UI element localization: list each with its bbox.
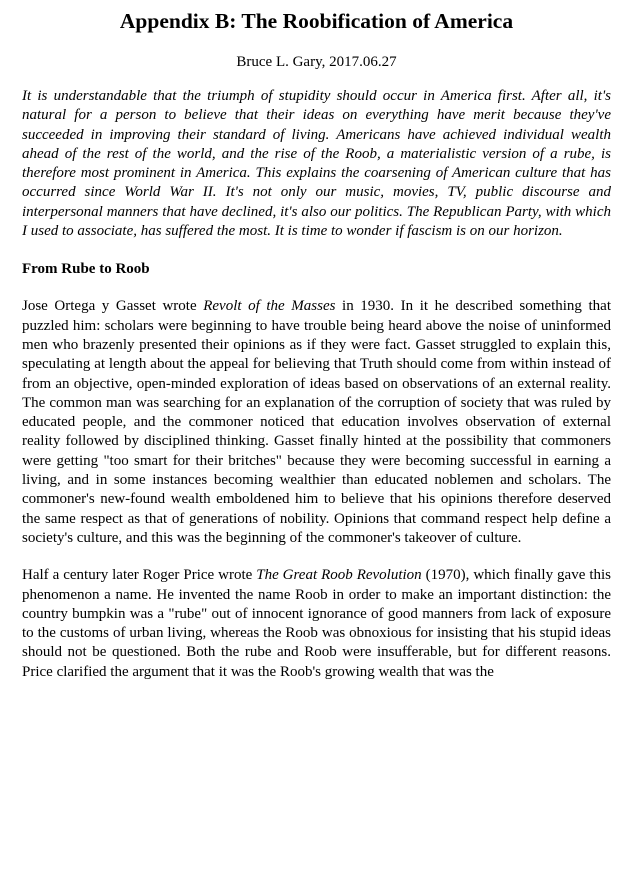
author-byline: Bruce L. Gary, 2017.06.27 xyxy=(236,54,397,70)
paragraph-2-text-rest: (1970), which finally gave this phenomenon a name. He invented the name Roob in order to make an important distinction: the country bumpkin was a "rube" out of innocent ignorance of good manners from lack of exposure to the customs of urban living, whereas the Roob was obnoxious for insisting that his stupid ideas should not be questioned. Both the rube and Roob were insufferable, but for different reasons. Price clarified the argument that it was the Roob's growing wealth that was the xyxy=(22,567,611,680)
paragraph-2-text-start: Half a century later Roger Price wrote xyxy=(22,567,257,584)
book-title-revolt-of-the-masses: Revolt of the Masses xyxy=(203,298,336,315)
abstract-paragraph: It is understandable that the triumph of stupidity should occur in America first. After all, it's natural for a person to believe that their ideas on everything have merit because they've succeeded in improving their standard of living. Americans have achieved individual wealth ahead of the rest of the world, and the rise of the Roob, a materialistic version of a rube, is therefore most prominent in America. This explains the coarsening of American culture that has occurred since World War II. It's not only our music, movies, TV, public discourse and interpersonal manners that have declined, it's also our politics. The Republican Party, with which I used to associate, has suffered the most. It is time to wonder if fascism is on our horizon. xyxy=(22,88,611,240)
book-title-great-roob-revolution: The Great Roob Revolution xyxy=(256,567,422,584)
document-page xyxy=(22,0,611,682)
section-heading: From Rube to Roob xyxy=(22,261,150,278)
document-title: Appendix B: The Roobification of America xyxy=(119,9,514,33)
body-paragraph-2 xyxy=(22,566,611,682)
paragraph-1-text-start: Jose Ortega y Gasset wrote xyxy=(22,298,204,315)
paragraph-1-text-rest: in 1930. In it he described something that puzzled him: scholars were beginning to have trouble being heard above the noise of uninformed men who brazenly presented their opinions as if they were fact. Gasset struggled to explain this, speculating at length about the appeal for believing that Truth should come from within instead of from an objective, open-minded exploration of ideas based on observations of an external reality. The common man was searching for an explanation of the corruption of society that was ruled by educated people, and the commoner noticed that education involves observation of external reality followed by disciplined thinking. Gasset finally hinted at the possibility that commoners were getting "too smart for their britches" because they were becoming successful in earning a living, and in some instances becoming wealthier than educated noblemen and scholars. The commoner's new-found wealth emboldened him to believe that his opinions therefore deserved the same respect as that of generations of nobility. Opinions that command respect help define a society's culture, and this was the beginning of the commoner's takeover of culture. xyxy=(22,298,611,546)
body-paragraph-1 xyxy=(22,297,611,548)
